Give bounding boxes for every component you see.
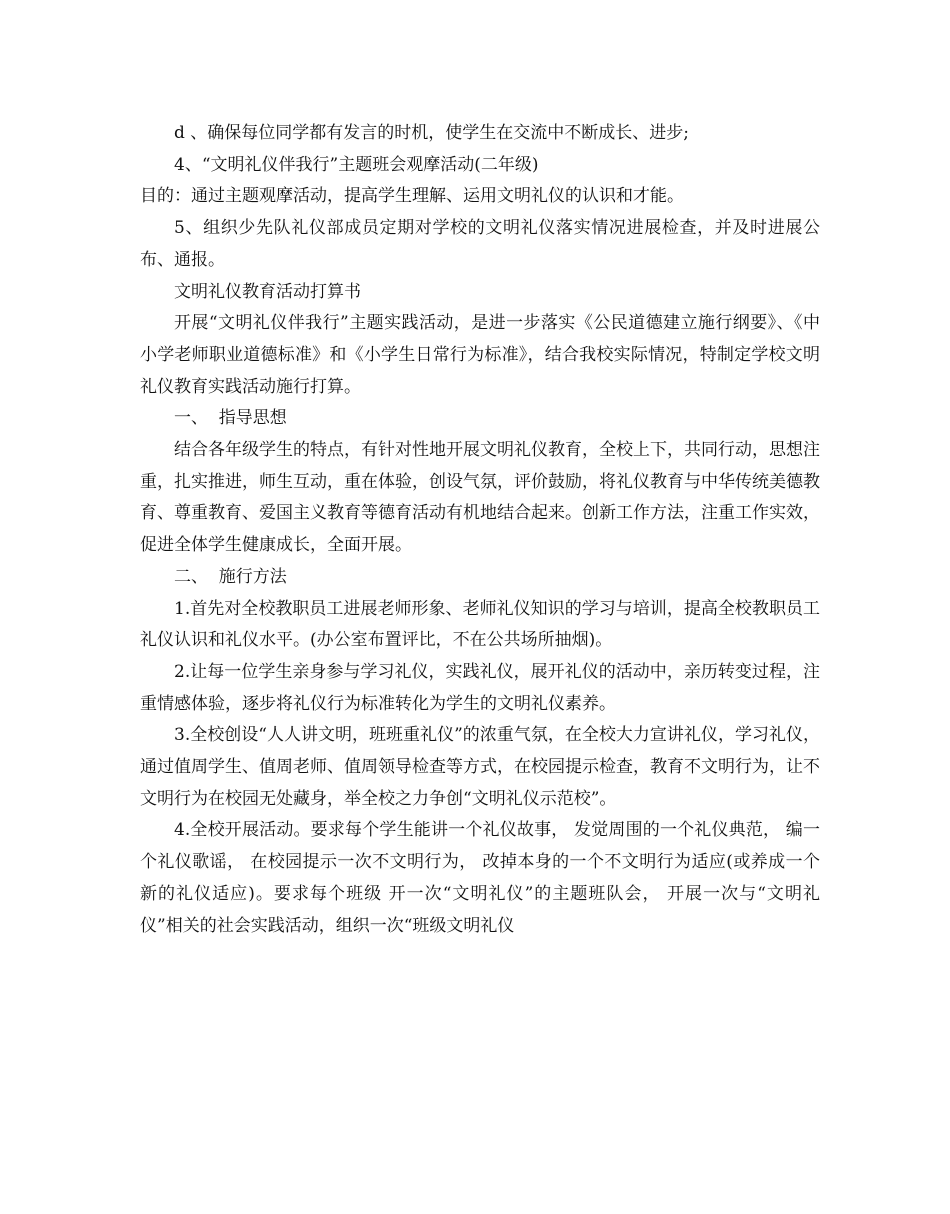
paragraph-intro: 开展“文明礼仪伴我行”主题实践活动，是进一步落实《公民道德建立施行纲要》、《中小学老师职业道德标准》和《小学生日常行为标准》，结合我校实际情况，特制定学校文明礼仪教育实践活动施行打算。 — [140, 313, 820, 397]
document-title: 文明礼仪教育活动打算书 — [174, 281, 361, 302]
section-heading-guiding-thought: 一、 指导思想 — [174, 408, 287, 429]
paragraph-guiding-thought: 结合各年级学生的特点，有针对性地开展文明礼仪教育，全校上下，共同行动，思想注重，扎实推进，师生互动，重在体验，创设气氛，评价鼓励，将礼仪教育与中华传统美德教育、尊重教育、爱国主义教育等德育活动有机地结合起来。创新工作方法，注重工作实效，促进全体学生健康成长，全面开展。 — [140, 440, 820, 556]
paragraph-item-5: 5、组织少先队礼仪部成员定期对学校的文明礼仪落实情况进展检查，并及时进展公布、通报。 — [140, 218, 820, 270]
paragraph-method-3: 3.全校创设“人人讲文明，班班重礼仪”的浓重气氛，在全校大力宣讲礼仪，学习礼仪，通过值周学生、值周老师、值周领导检查等方式，在校园提示检查，教育不文明行为，让不文明行为在校园无处藏身，举全校之力争创“文明礼仪示范校”。 — [140, 725, 820, 809]
paragraph-d: d 、确保每位同学都有发言的时机，使学生在交流中不断成长、进步; — [174, 123, 690, 143]
paragraph-item-4: 4、“文明礼仪伴我行”主题班会观摩活动(二年级) — [174, 154, 539, 175]
paragraph-method-2: 2.让每一位学生亲身参与学习礼仪，实践礼仪，展开礼仪的活动中，亲历转变过程，注重情感体验，逐步将礼仪行为标准转化为学生的文明礼仪素养。 — [140, 661, 820, 714]
document-body — [140, 118, 820, 942]
section-heading-methods: 二、 施行方法 — [174, 566, 287, 587]
paragraph-goal: 目的：通过主题观摩活动，提高学生理解、运用文明礼仪的认识和才能。 — [140, 186, 684, 207]
paragraph-method-4: 4.全校开展活动。要求每个学生能讲一个礼仪故事， 发觉周围的一个礼仪典范， 编一个礼仪歌谣， 在校园提示一次不文明行为， 改掉本身的一个不文明行为适应(或养成一个新的礼仪适应)。要求每个班级 开一次“文明礼仪”的主题班队会， 开展一次与“文明礼仪”相关的社会实践活动，组织一次“班级文明礼仪 — [140, 820, 820, 936]
paragraph-method-1: 1.首先对全校教职员工进展老师形象、老师礼仪知识的学习与培训，提高全校教职员工礼仪认识和礼仪水平。(办公室布置评比，不在公共场所抽烟)。 — [140, 598, 820, 651]
